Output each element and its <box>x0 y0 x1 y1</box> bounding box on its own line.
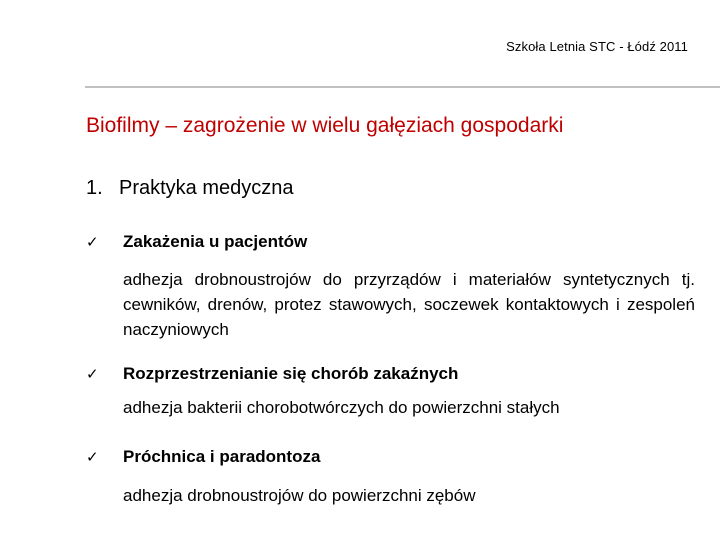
list-item <box>86 447 320 467</box>
item-description-line: soczewek kontaktowych i zespoleń naczyniowych <box>123 295 695 339</box>
item-description-line: adhezja drobnoustrojów do przyrządów i materiałów <box>123 270 551 289</box>
item-description <box>123 395 560 420</box>
section-number: 1. <box>86 177 103 199</box>
checkmark-icon: ✓ <box>86 365 99 383</box>
list-item <box>86 232 307 252</box>
item-description-line: adhezja bakterii chorobotwórczych do powierzchni stałych <box>123 398 560 417</box>
item-description <box>123 483 476 508</box>
item-heading: Rozprzestrzenianie się chorób zakaźnych <box>123 364 459 383</box>
section-label: Praktyka medyczna <box>119 177 294 199</box>
item-heading: Próchnica i paradontoza <box>123 447 321 466</box>
checkmark-icon: ✓ <box>86 448 99 466</box>
item-description-line: syntetycznych tj. cewników, drenów, protez stawowych, <box>123 270 695 314</box>
header-text: Szkoła Letnia STC - Łódź 2011 <box>506 39 688 54</box>
section-heading <box>86 177 294 200</box>
item-description <box>123 267 695 342</box>
list-item <box>86 364 458 384</box>
item-description-line: adhezja drobnoustrojów do powierzchni zębów <box>123 486 476 505</box>
header-divider <box>85 86 720 88</box>
item-heading: Zakażenia u pacjentów <box>123 232 308 251</box>
slide-title: Biofilmy – zagrożenie w wielu gałęziach gospodarki <box>86 114 564 137</box>
checkmark-icon: ✓ <box>86 233 99 251</box>
